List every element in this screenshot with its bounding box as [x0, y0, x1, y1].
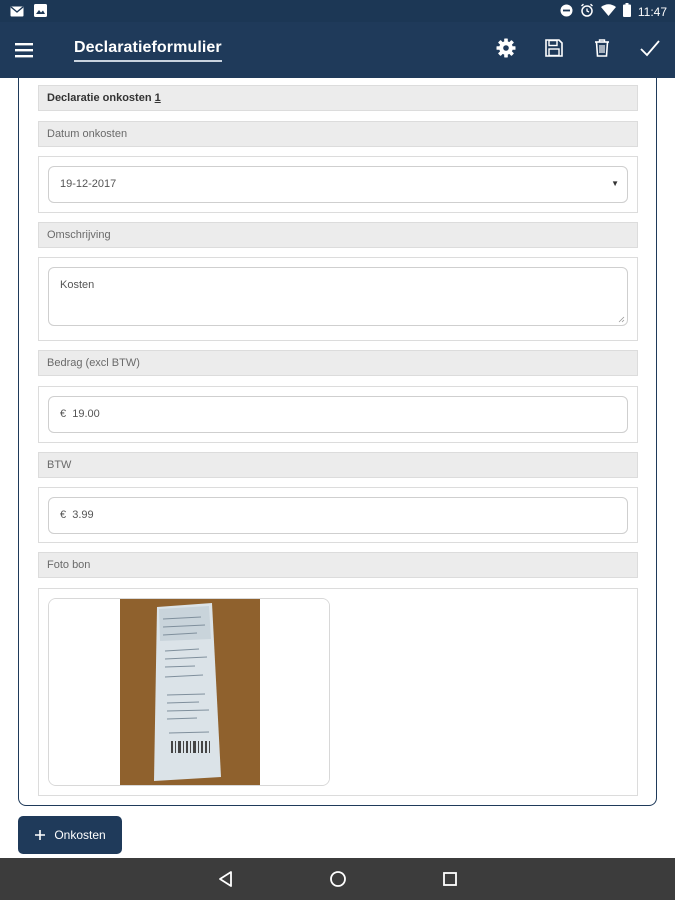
check-icon[interactable]	[639, 37, 661, 59]
chevron-down-icon: ▼	[611, 179, 619, 188]
recents-icon[interactable]	[440, 869, 460, 889]
description-value: Kosten	[60, 279, 95, 291]
home-icon[interactable]	[328, 869, 348, 889]
back-icon[interactable]	[216, 869, 236, 889]
image-icon	[34, 4, 47, 22]
settings-icon[interactable]	[495, 37, 517, 59]
euro-icon: €	[60, 509, 67, 521]
delete-icon[interactable]	[591, 37, 613, 59]
mail-icon	[10, 4, 24, 22]
add-button-label: Onkosten	[54, 828, 106, 842]
section-title: Declaratie onkosten	[47, 92, 152, 104]
section-number: 1	[154, 92, 161, 104]
app-bar	[0, 22, 675, 78]
receipt-photo	[49, 599, 330, 786]
amount-label: Bedrag (excl BTW)	[38, 350, 638, 376]
page-title: Declaratieformulier	[74, 39, 222, 62]
description-label: Omschrijving	[38, 222, 638, 248]
vat-value: 3.99	[72, 509, 94, 521]
vat-label: BTW	[38, 452, 638, 478]
resize-handle-icon[interactable]	[618, 316, 625, 323]
add-onkosten-button[interactable]	[18, 816, 122, 854]
amount-field-container	[38, 386, 638, 443]
date-label: Datum onkosten	[38, 121, 638, 147]
vat-input[interactable]	[48, 497, 628, 534]
plus-icon	[34, 829, 46, 841]
photo-field-container	[38, 588, 638, 796]
receipt-photo-frame[interactable]	[48, 598, 330, 786]
date-select[interactable]	[48, 166, 628, 203]
menu-icon[interactable]	[14, 40, 34, 60]
navigation-bar	[0, 858, 675, 900]
battery-icon	[623, 3, 631, 20]
clock-time: 11:47	[637, 4, 667, 19]
vat-field-container	[38, 487, 638, 543]
amount-input[interactable]	[48, 396, 628, 433]
date-value: 19-12-2017	[60, 178, 117, 190]
date-field-container	[38, 156, 638, 213]
description-textarea[interactable]	[48, 267, 628, 326]
alarm-icon	[580, 3, 594, 20]
euro-icon: €	[60, 408, 67, 420]
save-icon[interactable]	[543, 37, 565, 59]
section-header	[38, 85, 638, 111]
description-field-container	[38, 257, 638, 341]
wifi-icon	[601, 4, 616, 19]
photo-label: Foto bon	[38, 552, 638, 578]
amount-value: 19.00	[72, 408, 100, 420]
dnd-icon	[560, 4, 573, 20]
status-bar	[0, 0, 675, 22]
